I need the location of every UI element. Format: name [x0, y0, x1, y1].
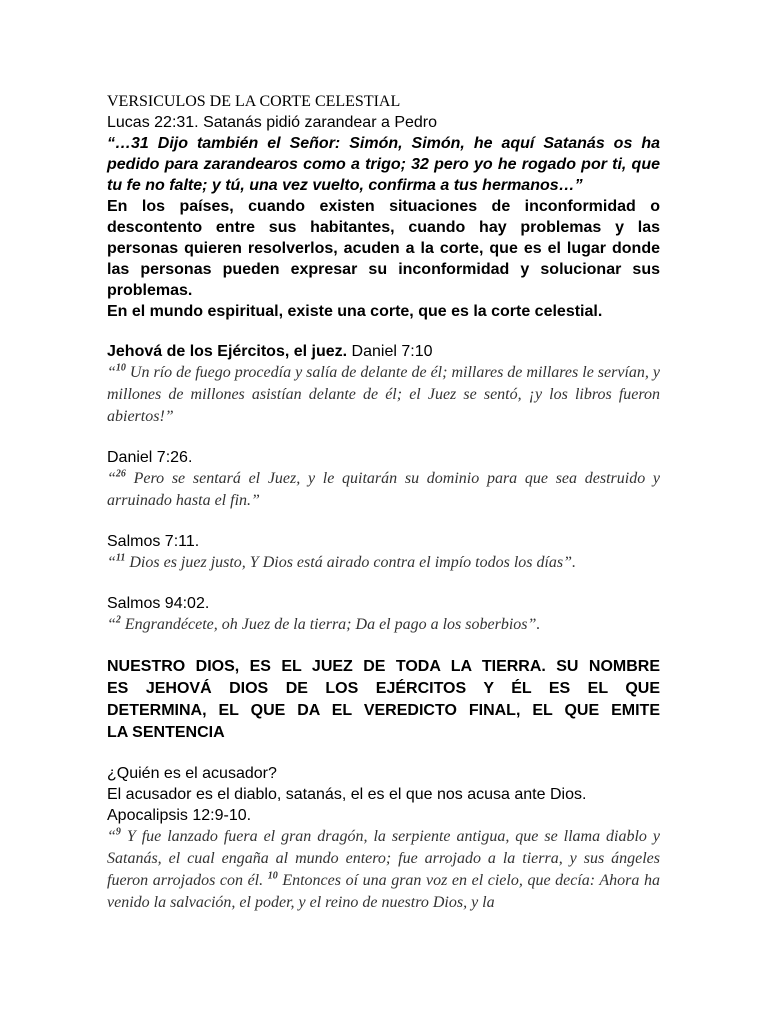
verse-number: 2 — [115, 614, 121, 626]
declaration-line: ES JEHOVÁ DIOS DE LOS EJÉRCITOS Y ÉL ES EL QUE — [107, 680, 660, 697]
declaration — [107, 656, 660, 744]
section-judge-verse — [107, 362, 660, 428]
verse-number: 10 — [267, 870, 278, 882]
verse-open-quote: “ — [107, 470, 116, 487]
section-judge-heading — [107, 342, 660, 362]
section-salmos-94-ref: Salmos 94:02. — [107, 595, 210, 612]
verse-number: 11 — [115, 552, 126, 564]
verse-open-quote: “ — [107, 554, 116, 571]
section-judge-heading-bold: Jehová de los Ejércitos, el juez. — [107, 343, 348, 360]
verse-text: Entonces oí una gran voz en el cielo, que decía: Ahora ha venido la salvación, el poder, y el reino de nuestro Dios, y la — [107, 872, 661, 911]
verse-open-quote: “ — [107, 364, 116, 381]
verse-text: Un río de fuego procedía y salía de delante de él; millares de millares le servían, y millones de millones asistían delante de él; el Juez se sentó, ¡y los libros fueron abiertos!” — [107, 364, 661, 425]
declaration-line: DETERMINA, EL QUE DA EL VEREDICTO FINAL, EL QUE EMITE — [107, 702, 660, 719]
document-title: VERSICULOS DE LA CORTE CELESTIAL — [107, 93, 401, 110]
verse-open-quote: “ — [107, 616, 116, 633]
declaration-line: LA SENTENCIA — [107, 724, 225, 741]
document-page — [107, 92, 660, 914]
accuser-verse — [107, 826, 660, 914]
section-daniel-verse — [107, 468, 660, 512]
verse-number: 10 — [115, 362, 126, 374]
accuser-answer: El acusador es el diablo, satanás, el es el que nos acusa ante Dios. — [107, 786, 587, 803]
verse-open-quote: “ — [107, 828, 116, 845]
section-judge-heading-ref: Daniel 7:10 — [347, 343, 433, 360]
paragraph-1: En los países, cuando existen situaciones de inconformidad o descontento entre sus habitantes, cuando hay problemas y las personas quieren resolverlos, acuden a la corte, que es el lugar donde las personas pueden expresar su inconformidad y solucionar sus problemas. — [107, 198, 660, 299]
verse-text: Dios es juez justo, Y Dios está airado contra el impío todos los días”. — [125, 554, 577, 571]
paragraph-2: En el mundo espiritual, existe una corte, que es la corte celestial. — [107, 303, 603, 320]
intro-quote: “…31 Dijo también el Señor: Simón, Simón, he aquí Satanás os ha pedido para zarandearos como a trigo; 32 pero yo he rogado por ti, que tu fe no falte; y tú, una vez vuelto, confirma a tus hermanos…” — [107, 135, 660, 194]
section-salmos-7-verse — [107, 552, 660, 574]
section-salmos-94-verse — [107, 614, 660, 636]
accuser-question: ¿Quién es el acusador? — [107, 765, 277, 782]
declaration-line: NUESTRO DIOS, ES EL JUEZ DE TODA LA TIERRA. SU NOMBRE — [107, 658, 660, 675]
verse-number: 9 — [115, 826, 121, 838]
verse-text: Pero se sentará el Juez, y le quitarán su dominio para que sea destruido y arruinado hasta el fin.” — [107, 470, 660, 509]
section-daniel-ref: Daniel 7:26. — [107, 449, 193, 466]
verse-number: 26 — [115, 468, 126, 480]
verse-text: Y fue lanzado fuera el gran dragón, la serpiente antigua, que se llama diablo y Satanás, el cual engaña al mundo entero; fue arrojado a la tierra, y sus ángeles fueron arrojados con él. — [107, 828, 660, 889]
document-subtitle: Lucas 22:31. Satanás pidió zarandear a Pedro — [107, 114, 438, 131]
accuser-ref: Apocalipsis 12:9-10. — [107, 807, 252, 824]
section-salmos-7-ref: Salmos 7:11. — [107, 533, 200, 550]
verse-text: Engrandécete, oh Juez de la tierra; Da el pago a los soberbios”. — [120, 616, 541, 633]
